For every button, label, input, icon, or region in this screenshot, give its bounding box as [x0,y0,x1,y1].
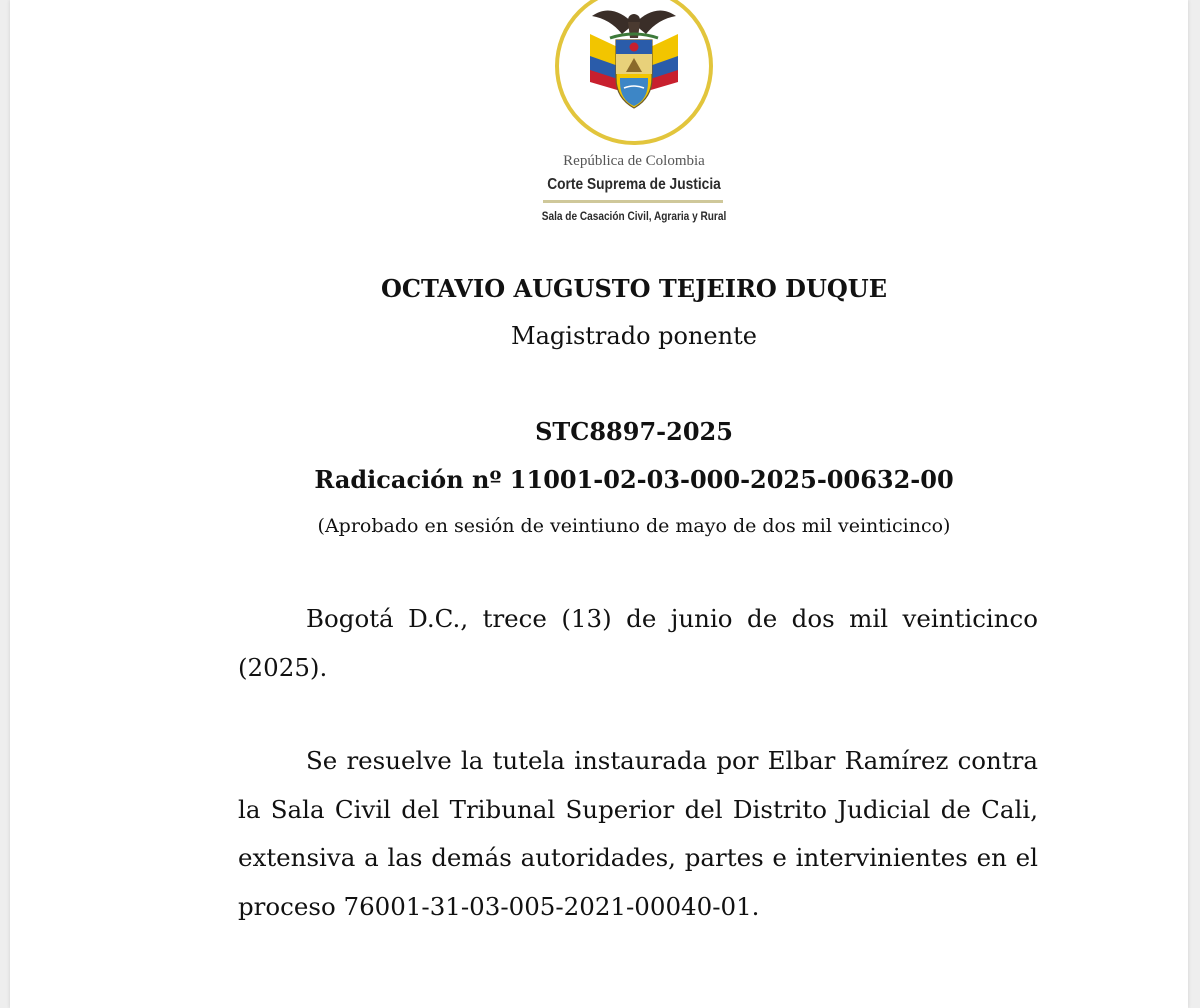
approval-note: (Aprobado en sesión de veintiuno de mayo de dos mil veinticinco) [317,515,951,537]
colombia-coat-of-arms-icon [554,0,714,146]
country-name: República de Colombia [563,153,705,169]
resolution-paragraph: Se resuelve la tutela instaurada por Elbar Ramírez contra la Sala Civil del Tribunal Superior del Distrito Judicial de Cali, extensiva a las demás autoridades, partes e intervinientes en el proceso 76001-31-03-005-2021-00040-01. [238,746,1038,921]
radication-number: Radicación nº 11001-02-03-000-2025-00632-00 [314,465,954,494]
date-paragraph: Bogotá D.C., trece (13) de junio de dos mil veinticinco (2025). [238,604,1038,682]
magistrate-role: Magistrado ponente [511,322,757,350]
decision-number: STC8897-2025 [535,417,733,446]
document-page [10,0,1188,1008]
chamber-name: Sala de Casación Civil, Agraria y Rural [541,209,727,223]
header-divider [543,200,723,203]
court-name: Corte Suprema de Justicia [547,176,721,193]
magistrate-name: OCTAVIO AUGUSTO TEJEIRO DUQUE [380,274,888,303]
